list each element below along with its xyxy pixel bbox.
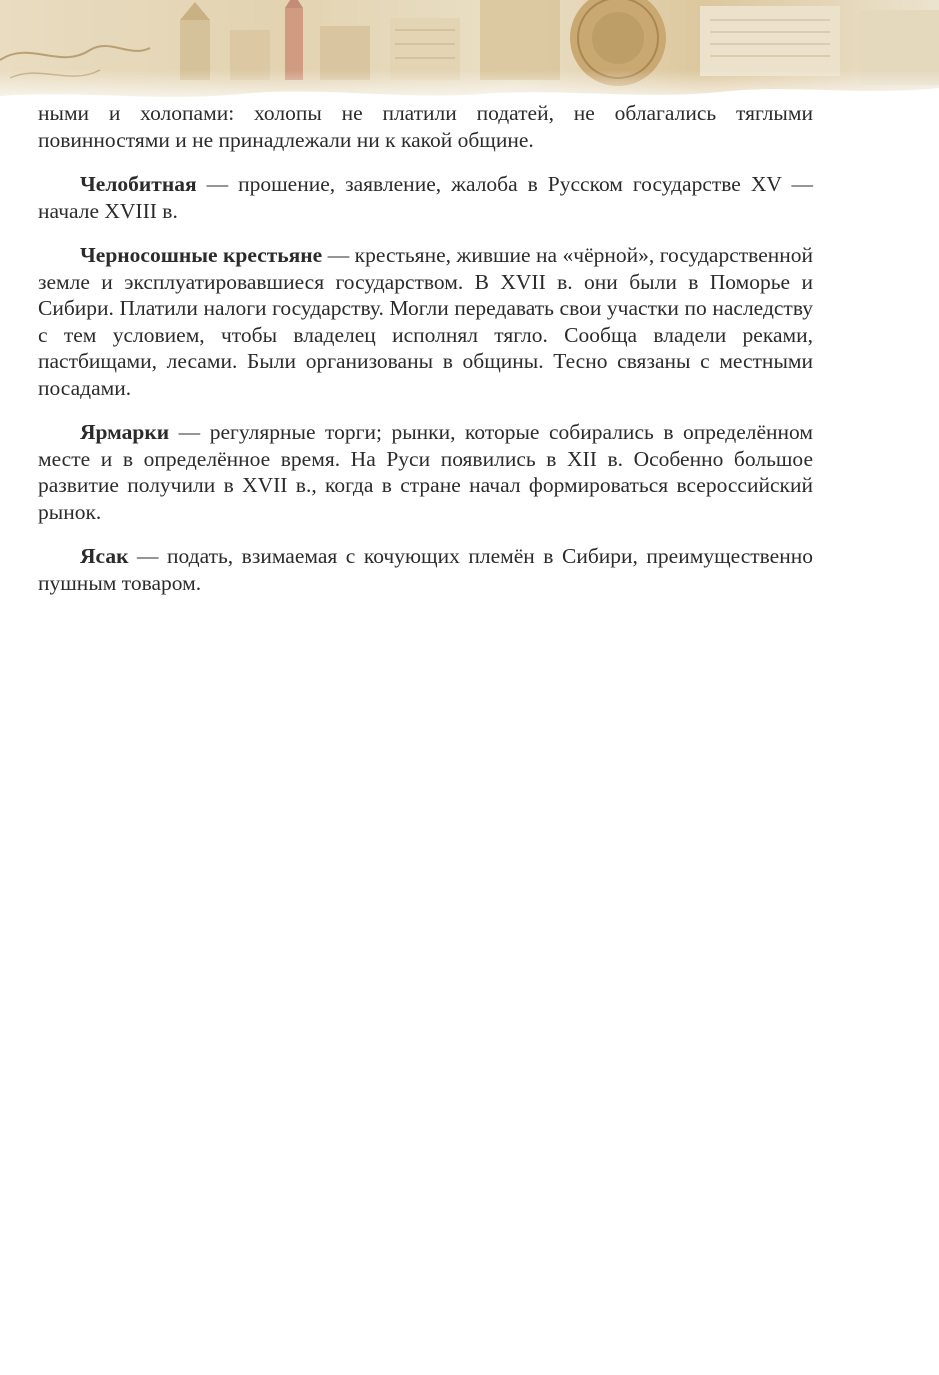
- glossary-term: Черносошные крестьяне: [80, 243, 323, 267]
- glossary-entry-yasak: [38, 543, 813, 596]
- continuation-line-2: повинностями и не принадлежали ни к какой общине.: [38, 127, 534, 152]
- glossary-definition: — прошение, заявление, жалоба в Русском государстве XV — начале XVIII в.: [38, 172, 813, 223]
- continuation-line-1: ными и холопами: холопы не платили податей, не облагались тяглыми: [38, 101, 813, 125]
- glossary-definition: — крестьяне, жившие на «чёрной», государственной земле и эксплуатировавшиеся государством. В XVII в. они были в Поморье и Сибири. Платили налоги государству. Могли передавать свои участки по наследству с тем условием, чтобы владелец исполнял тягло. Сообща владели реками, пастбищами, лесами. Были организованы в общины. Тесно связаны с местными посадами.: [38, 243, 814, 400]
- glossary-definition: — подать, взимаемая с кочующих племён в Сибири, преимущественно пушным товаром.: [38, 544, 813, 595]
- glossary-entry-yarmarki: [38, 419, 813, 525]
- decorative-engraving-banner-icon: [0, 0, 939, 110]
- glossary-term: Ярмарки: [80, 420, 170, 444]
- glossary-entry-chernososhnye: [38, 242, 813, 401]
- glossary-definition: — регулярные торги; рынки, которые собирались в определённом месте и в определённое время. На Руси появились в XII в. Особенно большое развитие получили в XVII в., когда в стране начал формироваться всероссийский рынок.: [38, 420, 813, 524]
- glossary-content: [38, 100, 813, 614]
- glossary-entry-chelobitnaya: [38, 171, 813, 224]
- glossary-term: Ясак: [80, 544, 129, 568]
- continuation-paragraph: [38, 100, 813, 153]
- glossary-term: Челобитная: [80, 172, 197, 196]
- header-banner: [0, 0, 939, 110]
